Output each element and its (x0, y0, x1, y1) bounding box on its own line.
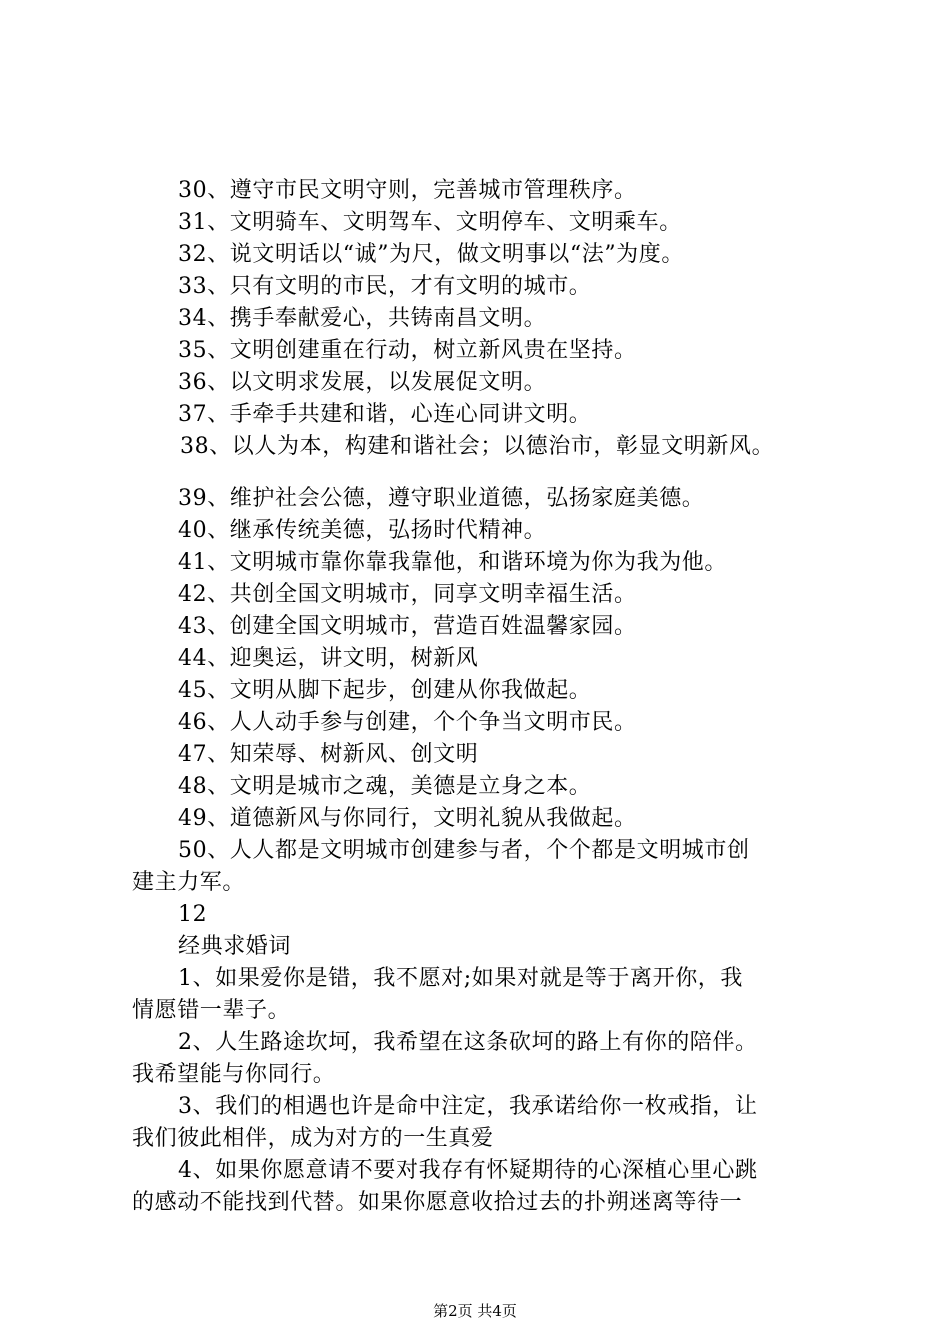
text-line: 33、只有文明的市民，才有文明的城市。 (178, 274, 592, 299)
text-line: 46、人人动手参与创建，个个争当文明市民。 (178, 710, 637, 735)
text-line: 48、文明是城市之魂，美德是立身之本。 (178, 774, 592, 799)
text-line: 我希望能与你同行。 (132, 1062, 336, 1087)
section-heading: 经典求婚词 (178, 934, 292, 959)
text-line: 38、以人为本，构建和谐社会；以德治市，彰显文明新风。 (180, 434, 775, 459)
page-footer: 第2页 共4页 (433, 1302, 517, 1320)
text-line: 39、维护社会公德，遵守职业道德，弘扬家庭美德。 (178, 486, 705, 511)
text-line: 35、文明创建重在行动，树立新风贵在坚持。 (178, 338, 637, 363)
text-line: 45、文明从脚下起步，创建从你我做起。 (178, 678, 592, 703)
text-line: 的感动不能找到代替。如果你愿意收拾过去的扑朔迷离等待一 (132, 1190, 743, 1215)
text-line: 44、迎奥运，讲文明，树新风 (178, 646, 479, 671)
text-line: 我们彼此相伴，成为对方的一生真爱 (132, 1126, 494, 1151)
text-line: 2、人生路途坎坷，我希望在这条砍坷的路上有你的陪伴。 (178, 1030, 758, 1055)
text-line: 41、文明城市靠你靠我靠他，和谐环境为你为我为他。 (178, 550, 727, 575)
text-line: 47、知荣辱、树新风、创文明 (178, 742, 479, 767)
text-line: 50、人人都是文明城市创建参与者，个个都是文明城市创 (178, 838, 750, 863)
text-line: 49、道德新风与你同行，文明礼貌从我做起。 (178, 806, 637, 831)
text-line: 3、我们的相遇也许是命中注定，我承诺给你一枚戒指，让 (178, 1094, 758, 1119)
text-line: 37、手牵手共建和谐，心连心同讲文明。 (178, 402, 592, 427)
text-line: 4、如果你愿意请不要对我存有怀疑期待的心深植心里心跳 (178, 1158, 758, 1183)
text-line: 43、创建全国文明城市，营造百姓温馨家园。 (178, 614, 637, 639)
text-line: 30、遵守市民文明守则，完善城市管理秩序。 (178, 178, 637, 203)
text-line: 40、继承传统美德，弘扬时代精神。 (178, 518, 547, 543)
text-line: 情愿错一辈子。 (132, 998, 291, 1023)
text-line: 建主力军。 (132, 870, 246, 895)
text-line: 32、说文明话以“诚”为尺，做文明事以“法”为度。 (178, 242, 684, 267)
text-line: 31、文明骑车、文明驾车、文明停车、文明乘车。 (178, 210, 682, 235)
text-line: 12 (178, 902, 208, 927)
text-line: 34、携手奉献爱心，共铸南昌文明。 (178, 306, 547, 331)
text-line: 42、共创全国文明城市，同享文明幸福生活。 (178, 582, 637, 607)
text-line: 36、以文明求发展，以发展促文明。 (178, 370, 547, 395)
text-line: 1、如果爱你是错，我不愿对;如果对就是等于离开你，我 (178, 966, 744, 991)
